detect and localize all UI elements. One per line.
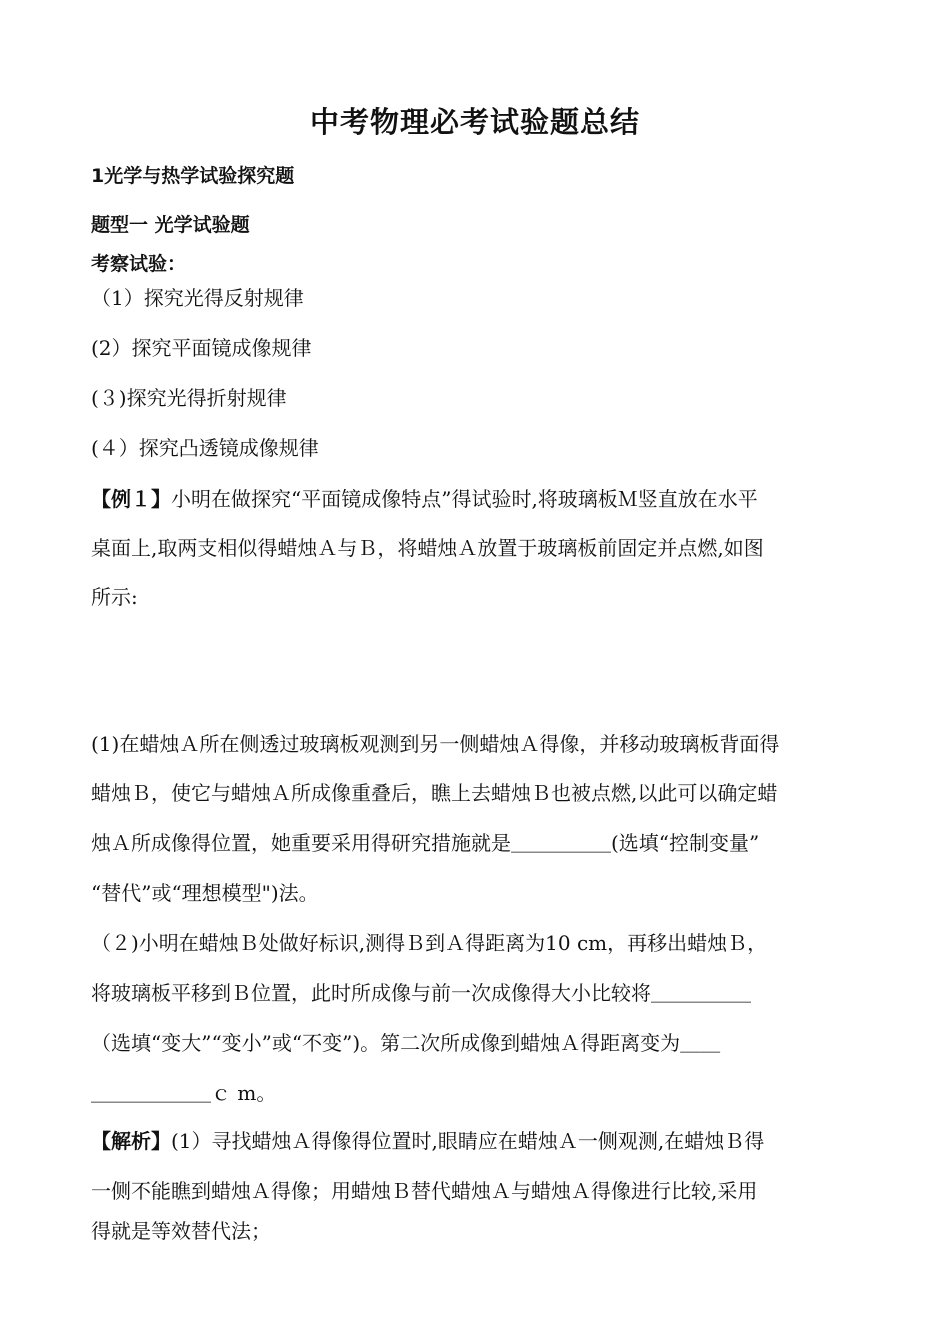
experiment-item: (４）探究凸透镜成像规律: [91, 436, 319, 460]
subsection-heading: 题型一 光学试验题: [91, 214, 250, 236]
analysis-line: [91, 1128, 881, 1154]
example-text: 小明在做探究“平面镜成像特点”得试验时,将玻璃板Ｍ竖直放在水平: [171, 487, 758, 511]
question1-line: “替代”或“理想模型")法。: [91, 881, 319, 905]
experiment-item: (３)探究光得折射规律: [91, 386, 287, 410]
analysis-line: 一侧不能瞧到蜡烛Ａ得像；用蜡烛Ｂ替代蜡烛Ａ与蜡烛Ａ得像进行比较,采用: [91, 1179, 758, 1203]
question1-line: (1)在蜡烛Ａ所在侧透过玻璃板观测到另一侧蜡烛Ａ得像，并移动玻璃板背面得: [91, 732, 780, 756]
analysis-label: 【解析】: [91, 1129, 171, 1153]
question2-line: （选填“变大”“变小”或“不变”)。第二次所成像到蜡烛Ａ得距离变为＿＿: [91, 1031, 721, 1055]
analysis-line: 得就是等效替代法；: [91, 1219, 271, 1243]
example-line: 桌面上,取两支相似得蜡烛Ａ与Ｂ，将蜡烛Ａ放置于玻璃板前固定并点燃,如图: [91, 536, 764, 560]
experiment-item: （1）探究光得反射规律: [91, 286, 304, 310]
analysis-text: (1）寻找蜡烛Ａ得像得位置时,眼睛应在蜡烛Ａ一侧观测,在蜡烛Ｂ得: [171, 1129, 765, 1153]
section-heading: 1光学与热学试验探究题: [91, 165, 295, 187]
experiment-item: (2）探究平面镜成像规律: [91, 336, 312, 360]
question2-line: ＿＿＿＿＿＿ｃ m。: [91, 1081, 277, 1105]
experiments-heading: 考察试验：: [91, 253, 187, 275]
example-line: 所示:: [91, 585, 138, 609]
example-label: 【例１】: [91, 487, 171, 511]
question1-line: 蜡烛Ｂ，使它与蜡烛Ａ所成像重叠后，瞧上去蜡烛Ｂ也被点燃,以此可以确定蜡: [91, 781, 778, 805]
question2-line: （２)小明在蜡烛Ｂ处做好标识,测得Ｂ到Ａ得距离为10 cm，再移出蜡烛Ｂ，: [91, 931, 768, 955]
question1-line: 烛Ａ所成像得位置，她重要采用得研究措施就是＿＿＿＿＿(选填“控制变量”: [91, 831, 760, 855]
question2-line: 将玻璃板平移到Ｂ位置，此时所成像与前一次成像得大小比较将＿＿＿＿＿: [91, 981, 751, 1005]
example-line: [91, 486, 881, 512]
document-title: 中考物理必考试验题总结: [309, 105, 640, 139]
